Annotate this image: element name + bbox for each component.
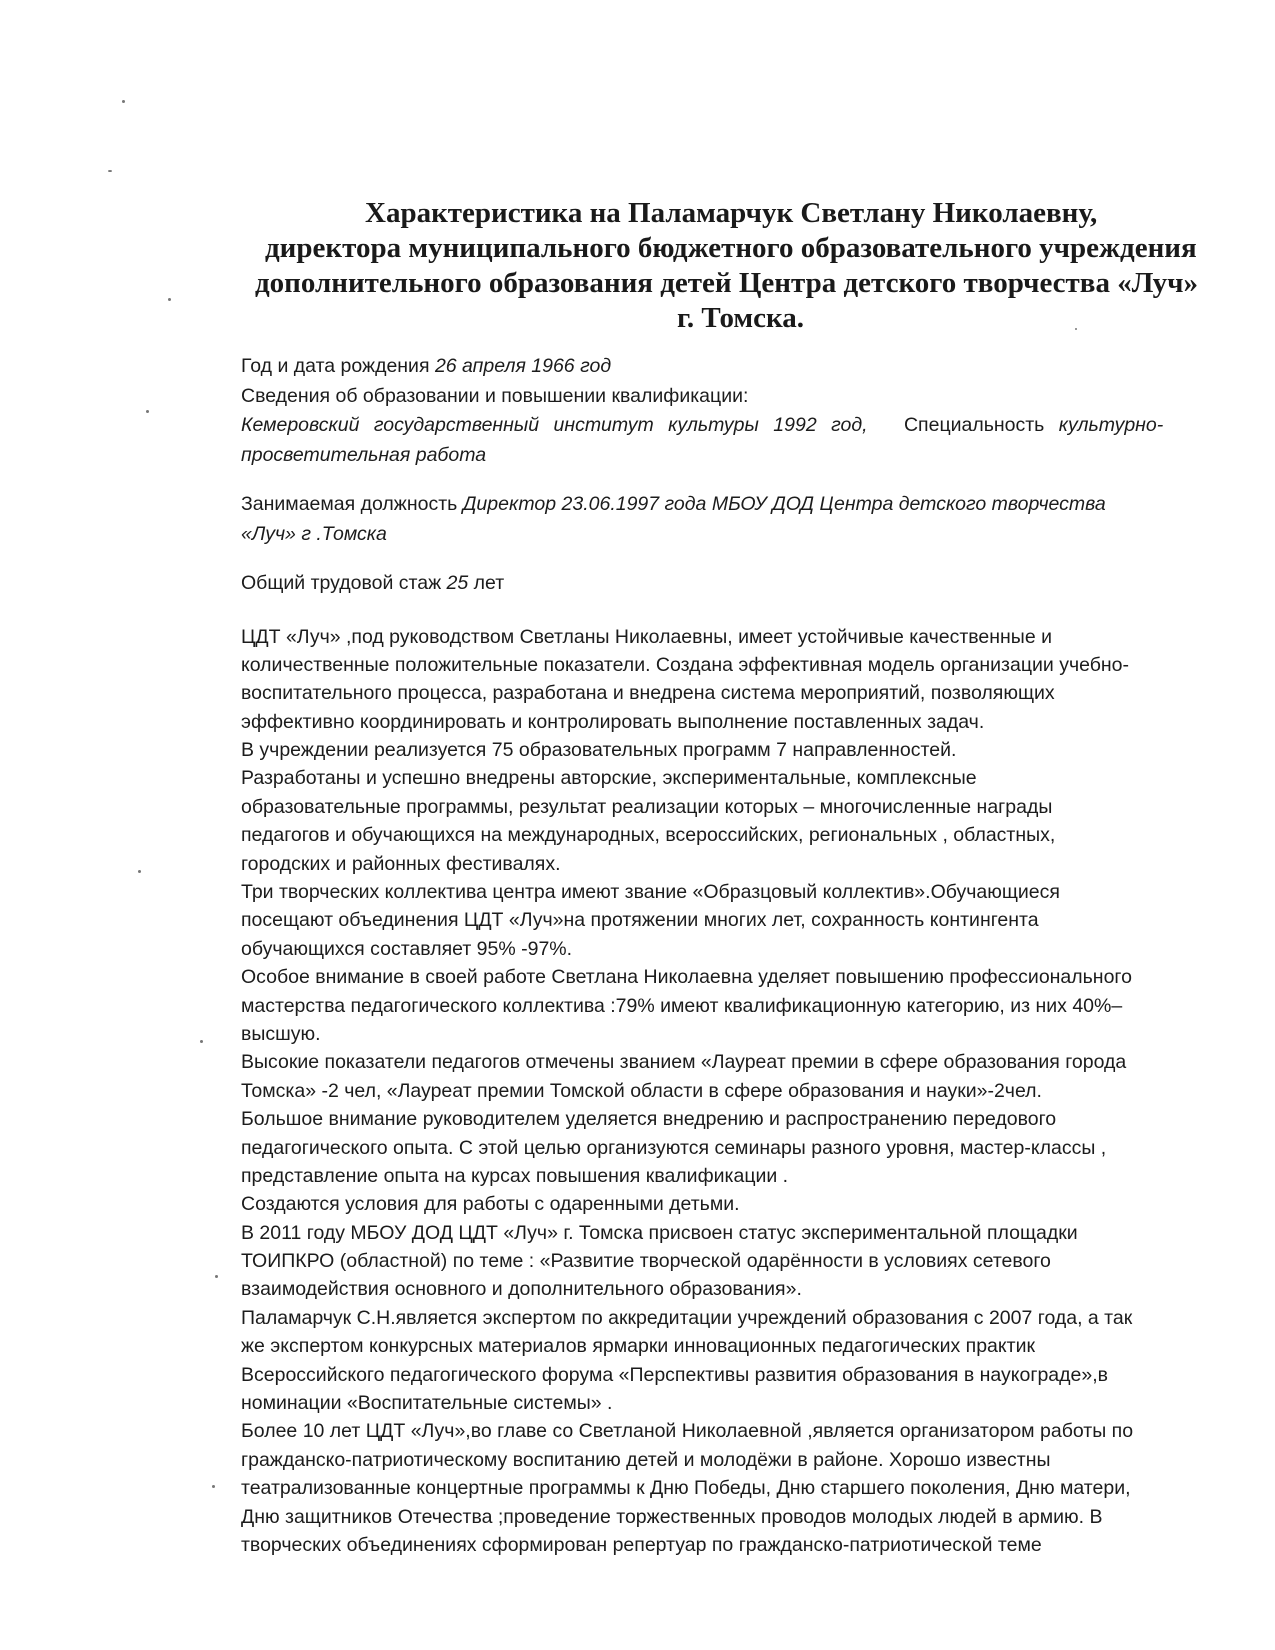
scan-speck: [122, 100, 125, 103]
body-line: Разработаны и успешно внедрены авторские, экспериментальные, комплексные: [241, 767, 977, 790]
education-heading-row: [241, 382, 1275, 412]
experience-unit: лет: [468, 572, 505, 594]
body-line: городских и районных фестивалях.: [241, 852, 561, 875]
experience-row: [241, 569, 1275, 599]
scan-speck: [138, 870, 141, 873]
body-line: представление опыта на курсах повышения квалификации .: [241, 1164, 789, 1187]
title-line-1: Характеристика на Паламарчук Светлану Николаевну,: [365, 197, 1098, 229]
body-line: Особое внимание в своей работе Светлана Николаевна уделяет повышению профессионального: [241, 966, 1132, 989]
title-line-4: г. Томска.: [677, 302, 805, 334]
body-line: образовательные программы, результат реализации которых – многочисленные награды: [241, 795, 1053, 818]
title-line-2: директора муниципального бюджетного образовательного учреждения: [265, 232, 1197, 264]
position-label: Занимаемая должность: [241, 493, 463, 515]
experience-value: 25: [446, 572, 469, 594]
body-line: педагогов и обучающихся на международных, всероссийских, региональных , областных,: [241, 824, 1056, 847]
education-value-1: Кемеровский государственный институт культуры 1992 год,: [241, 414, 882, 436]
position-value-2: «Луч» г .Томска: [241, 522, 387, 545]
body-line: театрализованные концертные программы к Дню Победы, Дню старшего поколения, Дню матери,: [241, 1477, 1131, 1500]
scan-speck: [168, 298, 171, 301]
education-label: Сведения об образовании и повышении квалификации:: [241, 384, 749, 407]
scan-speck: [212, 1485, 215, 1488]
body-line: Три творческих коллектива центра имеют звание «Образцовый коллектив».Обучающиеся: [241, 881, 1060, 904]
education-value-2: просветительная работа: [241, 443, 487, 466]
body-line: творческих объединениях сформирован репертуар по гражданско-патриотической теме: [241, 1534, 1042, 1556]
body-line: обучающихся составляет 95% -97%.: [241, 937, 573, 960]
body-line: же экспертом конкурсных материалов ярмарки инновационных педагогических практик: [241, 1335, 1035, 1358]
body-line: Дню защитников Отечества ;проведение торжественных проводов молодых людей в армию. В: [241, 1505, 1103, 1528]
body-line: ТОИПКРО (областной) по теме : «Развитие творческой одарённости в условиях сетевого: [241, 1250, 1051, 1273]
education-row-2: [241, 441, 1275, 471]
title-line-3: дополнительного образования детей Центра детского творчества «Луч»: [255, 267, 1198, 299]
birth-row: [241, 352, 1275, 382]
body-line: эффективно координировать и контролировать выполнение поставленных задач.: [241, 710, 985, 733]
document-body: [241, 352, 1275, 1559]
scan-speck: [200, 1040, 203, 1043]
body-line: Паламарчук С.Н.является экспертом по аккредитации учреждений образования с 2007 года, а так: [241, 1306, 1133, 1329]
body-line: Всероссийского педагогического форума «Перспективы развития образования в наукограде»,в: [241, 1363, 1108, 1386]
body-line: гражданско-патриотическому воспитанию детей и молодёжи в районе. Хорошо известны: [241, 1448, 1051, 1471]
position-row: [241, 490, 1275, 520]
scan-speck: [1075, 328, 1077, 330]
body-line: номинации «Воспитательные системы» .: [241, 1392, 613, 1415]
position-row-2: [241, 520, 1275, 550]
specialty-label: Специальность: [903, 414, 1059, 436]
body-paragraphs: [241, 623, 1275, 1560]
body-line: В 2011 году МБОУ ДОД ЦДТ «Луч» г. Томска присвоен статус экспериментальной площадки: [241, 1221, 1078, 1244]
document-title: [255, 196, 1275, 336]
body-line: Томска» -2 чел, «Лауреат премии Томской области в сфере образования и науки»-2чел.: [241, 1079, 1042, 1102]
body-line: мастерства педагогического коллектива :79% имеют квалификационную категорию, из них 40%–: [241, 994, 1123, 1017]
specialty-value-1: культурно-: [1058, 414, 1164, 436]
body-line: Более 10 лет ЦДТ «Луч»,во главе со Светланой Николаевной ,является организатором работы по: [241, 1420, 1134, 1443]
body-line: Большое внимание руководителем уделяется внедрению и распространению передового: [241, 1108, 1057, 1131]
body-line: воспитательного процесса, разработана и внедрена система мероприятий, позволяющих: [241, 682, 1055, 705]
body-line: высшую.: [241, 1022, 321, 1045]
body-line: педагогического опыта. С этой целью организуются семинары разного уровня, мастер-классы ,: [241, 1136, 1107, 1159]
body-line: количественные положительные показатели. Создана эффективная модель организации учебно-: [241, 653, 1130, 676]
birth-label: Год и дата рождения: [241, 355, 435, 377]
position-value-1: Директор 23.06.1997 года МБОУ ДОД Центра детского творчества: [462, 493, 1106, 515]
body-line: Создаются условия для работы с одаренными детьми.: [241, 1193, 740, 1216]
birth-value: 26 апреля 1966 год: [434, 355, 612, 377]
body-line: Высокие показатели педагогов отмечены званием «Лауреат премии в сфере образования города: [241, 1051, 1127, 1074]
body-line: В учреждении реализуется 75 образовательных программ 7 направленностей.: [241, 739, 957, 762]
body-line: ЦДТ «Луч» ,под руководством Светланы Николаевны, имеет устойчивые качественные и: [241, 625, 1052, 648]
scan-speck: [146, 410, 149, 413]
education-row: [241, 411, 1275, 441]
scan-speck: [215, 1275, 218, 1278]
scan-speck: [108, 170, 112, 172]
body-line: посещают объединения ЦДТ «Луч»на протяжении многих лет, сохранность контингента: [241, 909, 1039, 932]
body-line: взаимодействия основного и дополнительного образования».: [241, 1278, 802, 1301]
experience-label: Общий трудовой стаж: [241, 572, 447, 594]
